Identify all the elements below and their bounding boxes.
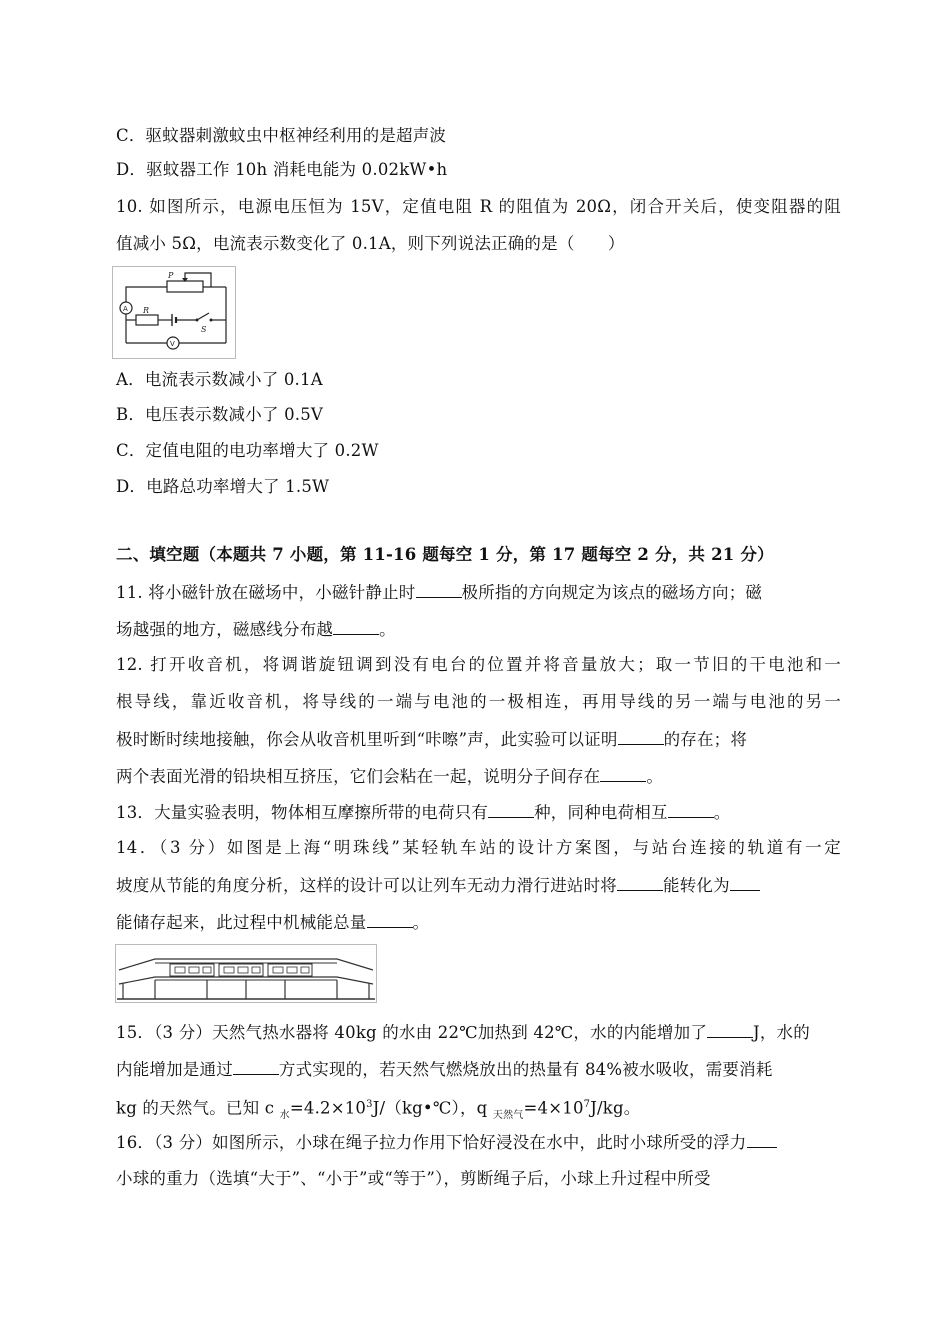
q11-line2: 场越强的地方，磁感线分布越 。 — [116, 620, 396, 639]
answer-blank[interactable] — [600, 765, 646, 782]
q10-option-a: A．电流表示数减小了 0.1A — [116, 370, 323, 389]
q9-option-d: D．驱蚊器工作 10h 消耗电能为 0.02kW•h — [116, 160, 448, 179]
answer-blank[interactable] — [416, 581, 462, 598]
section-2-title: 二、填空题（本题共 7 小题，第 11-16 题每空 1 分，第 17 题每空 2 分，共 21 分） — [116, 545, 774, 564]
answer-blank[interactable] — [618, 728, 664, 745]
q9-option-c: C．驱蚊器刺激蚊虫中枢神经利用的是超声波 — [116, 126, 447, 145]
answer-blank[interactable] — [730, 874, 760, 891]
q12-line2: 根导线，靠近收音机，将导线的一端与电池的一极相连，再用导线的另一端与电池的另一 — [116, 692, 841, 711]
q12-line4: 两个表面光滑的铅块相互挤压，它们会粘在一起，说明分子间存在 。 — [116, 767, 664, 786]
label-s: S — [201, 325, 207, 334]
answer-blank[interactable] — [367, 911, 413, 928]
label-r: R — [143, 306, 150, 315]
answer-blank[interactable] — [233, 1058, 279, 1075]
answer-blank[interactable] — [707, 1021, 753, 1038]
station-design-figure — [115, 944, 377, 1003]
answer-blank[interactable] — [617, 874, 663, 891]
label-ammeter: A — [123, 305, 128, 313]
q15-line1: 15．（3 分）天然气热水器将 40kg 的水由 22℃加热到 42℃，水的内能增加了 J，水的 — [116, 1023, 810, 1042]
q12-line3: 极时断时续地接触，你会从收音机里听到“咔嚓”声，此实验可以证明 的存在；将 — [116, 730, 748, 749]
answer-blank[interactable] — [488, 801, 534, 818]
q15-line3: kg 的天然气。已知 c $_水=4.2\times 10^3J/(kg•℃)$，q $_{天然气}=4\times 10^7J/kg$。 — [116, 1098, 641, 1121]
answer-blank[interactable] — [333, 618, 379, 635]
q10-stem-line2: 值减小 5Ω，电流表示数变化了 0.1A，则下列说法正确的是（ ） — [116, 234, 625, 253]
label-p: P — [168, 271, 174, 280]
q13-line: 13．大量实验表明，物体相互摩擦所带的电荷只有 种，同种电荷相互 。 — [116, 803, 731, 822]
q10-option-b: B．电压表示数减小了 0.5V — [116, 405, 324, 424]
q10-option-c: C．定值电阻的电功率增大了 0.2W — [116, 441, 379, 460]
q16-line2: 小球的重力（选填“大于”、“小于”或“等于”），剪断绳子后，小球上升过程中所受 — [116, 1169, 711, 1188]
label-voltmeter: V — [170, 340, 175, 348]
q14-line2: 坡度从节能的角度分析，这样的设计可以让列车无动力滑行进站时将 能转化为 — [116, 874, 760, 897]
q14-line1: 14．（3 分）如图是上海“明珠线”某轻轨车站的设计方案图，与站台连接的轨道有一定 — [116, 838, 841, 857]
q10-option-d: D．电路总功率增大了 1.5W — [116, 477, 330, 496]
q14-line3: 能储存起来，此过程中机械能总量 。 — [116, 913, 430, 932]
q11-line1: 11. 将小磁针放在磁场中，小磁针静止时 极所指的方向规定为该点的磁场方向；磁 — [116, 583, 763, 602]
q10-stem-line1: 10. 如图所示，电源电压恒为 15V，定值电阻 R 的阻值为 20Ω，闭合开关后，使变阻器的阻 — [116, 197, 841, 216]
circuit-diagram — [112, 266, 236, 359]
q16-line1: 16．（3 分）如图所示，小球在绳子拉力作用下恰好浸没在水中，此时小球所受的浮力 — [116, 1131, 777, 1154]
answer-blank[interactable] — [747, 1131, 777, 1148]
q12-line1: 12. 打开收音机，将调谐旋钮调到没有电台的位置并将音量放大；取一节旧的干电池和一 — [116, 655, 841, 674]
answer-blank[interactable] — [668, 801, 714, 818]
q15-line2: 内能增加是通过 方式实现的，若天然气燃烧放出的热量有 84%被水吸收，需要消耗 — [116, 1060, 773, 1079]
